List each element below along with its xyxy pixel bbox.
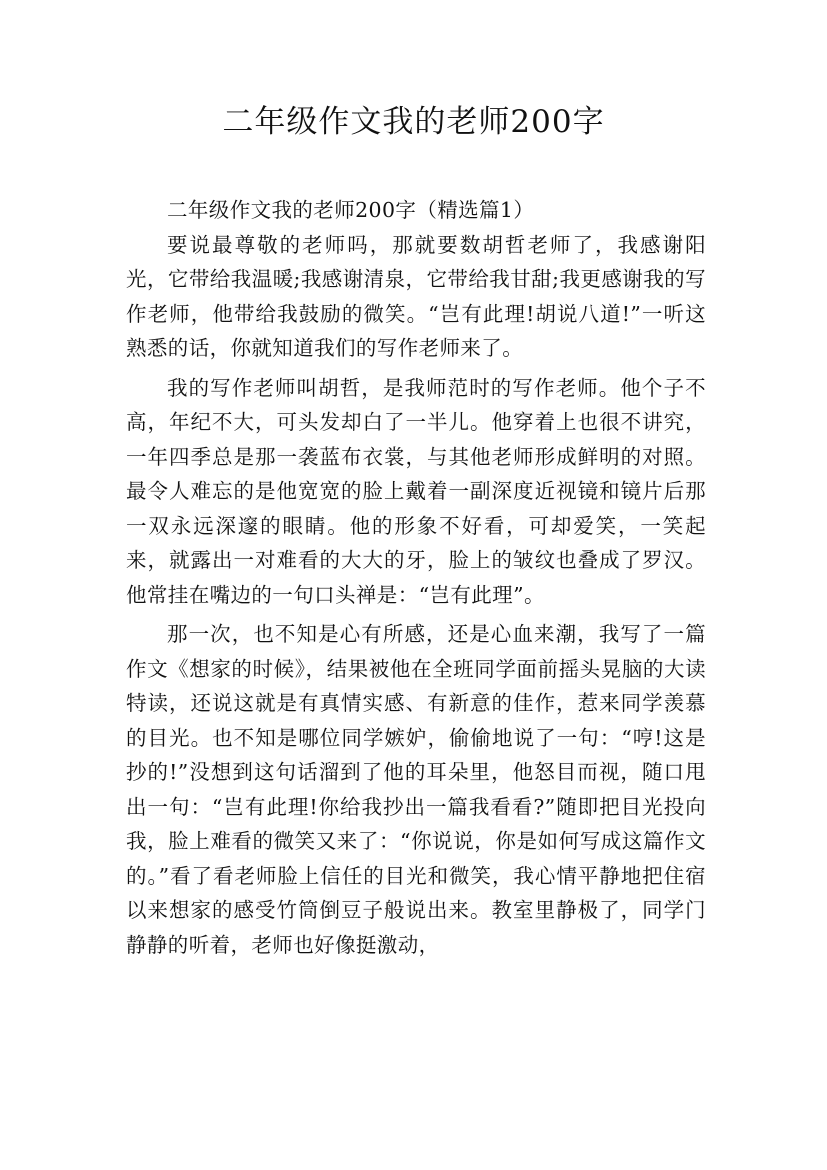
paragraph: 那一次，也不知是心有所感，还是心血来潮，我写了一篇作文《想家的时候》，结果被他在全班同学面前摇头晃脑的大读特读，还说这就是有真情实感、有新意的佳作，惹来同学羡慕的目光。也不知是哪位同学嫉妒，偷偷地说了一句：“哼!这是抄的!”没想到这句话溜到了他的耳朵里，他怒目而视，随口甩出一句：“岂有此理!你给我抄出一篇我看看?”随即把目光投向我，脸上难看的微笑又来了：“你说说，你是如何写成这篇作文的。”看了看老师脸上信任的目光和微笑，我心情平静地把住宿以来想家的感受竹筒倒豆子般说出来。教室里静极了，同学门静静的听着，老师也好像挺激动， [126,622,706,957]
section-subheading: 二年级作文我的老师200字（精选篇1） [167,198,535,222]
document-title: 二年级作文我的老师200字 [222,104,605,140]
paragraph: 要说最尊敬的老师吗，那就要数胡哲老师了，我感谢阳光，它带给我温暖;我感谢清泉，它带给我甘甜;我更感谢我的写作老师，他带给我鼓励的微笑。“岂有此理!胡说八道!”一听这熟悉的话，你就知道我们的写作老师来了。 [126,232,706,360]
document-body [126,193,706,967]
paragraph: 我的写作老师叫胡哲，是我师范时的写作老师。他个子不高，年纪不大，可头发却白了一半儿。他穿着上也很不讲究，一年四季总是那一袭蓝布衣裳，与其他老师形成鲜明的对照。最令人难忘的是他宽宽的脸上戴着一副深度近视镜和镜片后那一双永远深邃的眼睛。他的形象不好看，可却爱笑，一笑起来，就露出一对难看的大大的牙，脸上的皱纹也叠成了罗汉。他常挂在嘴边的一句口头禅是：“岂有此理”。 [126,375,706,607]
